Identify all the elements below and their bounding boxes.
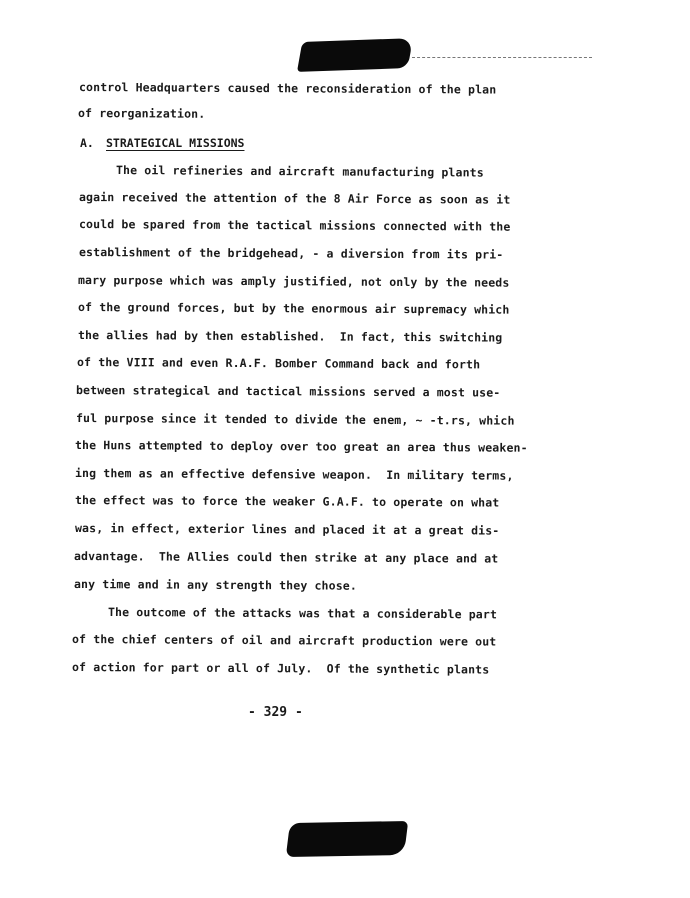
text-line-14: ing them as an effective defensive weapon. In military terms, <box>74 466 514 483</box>
text-line-5: could be spared from the tactical missions connected with the <box>78 217 511 234</box>
section-heading <box>80 136 244 150</box>
dashed-rule <box>412 57 592 58</box>
text-line-12: ful purpose since it tended to divide the enem, ~ -t.rs, which <box>75 411 515 428</box>
redaction-mark-top <box>297 38 413 72</box>
text-line-11: between strategical and tactical missions served a most use- <box>75 383 501 400</box>
text-line-7: mary purpose which was amply justified, not only by the needs <box>77 273 510 290</box>
text-line-13: the Huns attempted to deploy over too great an area thus weaken- <box>74 438 528 455</box>
text-line-4: again received the attention of the 8 Air Force as soon as it <box>78 190 511 207</box>
text-line-3: The oil refineries and aircraft manufacturing plants <box>115 163 484 180</box>
redaction-mark-bottom <box>286 821 408 857</box>
section-letter: A. <box>80 136 94 150</box>
text-line-15: the effect was to force the weaker G.A.F. to operate on what <box>74 493 500 510</box>
text-line-18: any time and in any strength they chose. <box>73 577 357 593</box>
text-line-1: control Headquarters caused the reconsideration of the plan <box>78 80 497 97</box>
text-line-19: The outcome of the attacks was that a considerable part <box>107 605 498 622</box>
page-number: - 329 - <box>248 705 303 720</box>
text-line-16: was, in effect, exterior lines and placed it at a great dis- <box>74 521 500 538</box>
section-title: STRATEGICAL MISSIONS <box>106 136 245 150</box>
text-line-2: of reorganization. <box>77 106 206 121</box>
text-line-6: establishment of the bridgehead, - a diversion from its pri- <box>78 245 504 262</box>
text-line-9: the allies had by then established. In fact, this switching <box>77 328 503 345</box>
text-line-20: of the chief centers of oil and aircraft production were out <box>71 632 497 649</box>
text-line-17: advantage. The Allies could then strike at any place and at <box>73 549 499 566</box>
text-line-21: of action for part or all of July. Of the synthetic plants <box>71 660 490 677</box>
text-line-10: of the VIII and even R.A.F. Bomber Command back and forth <box>76 355 481 372</box>
text-line-8: of the ground forces, but by the enormous air supremacy which <box>77 300 510 317</box>
